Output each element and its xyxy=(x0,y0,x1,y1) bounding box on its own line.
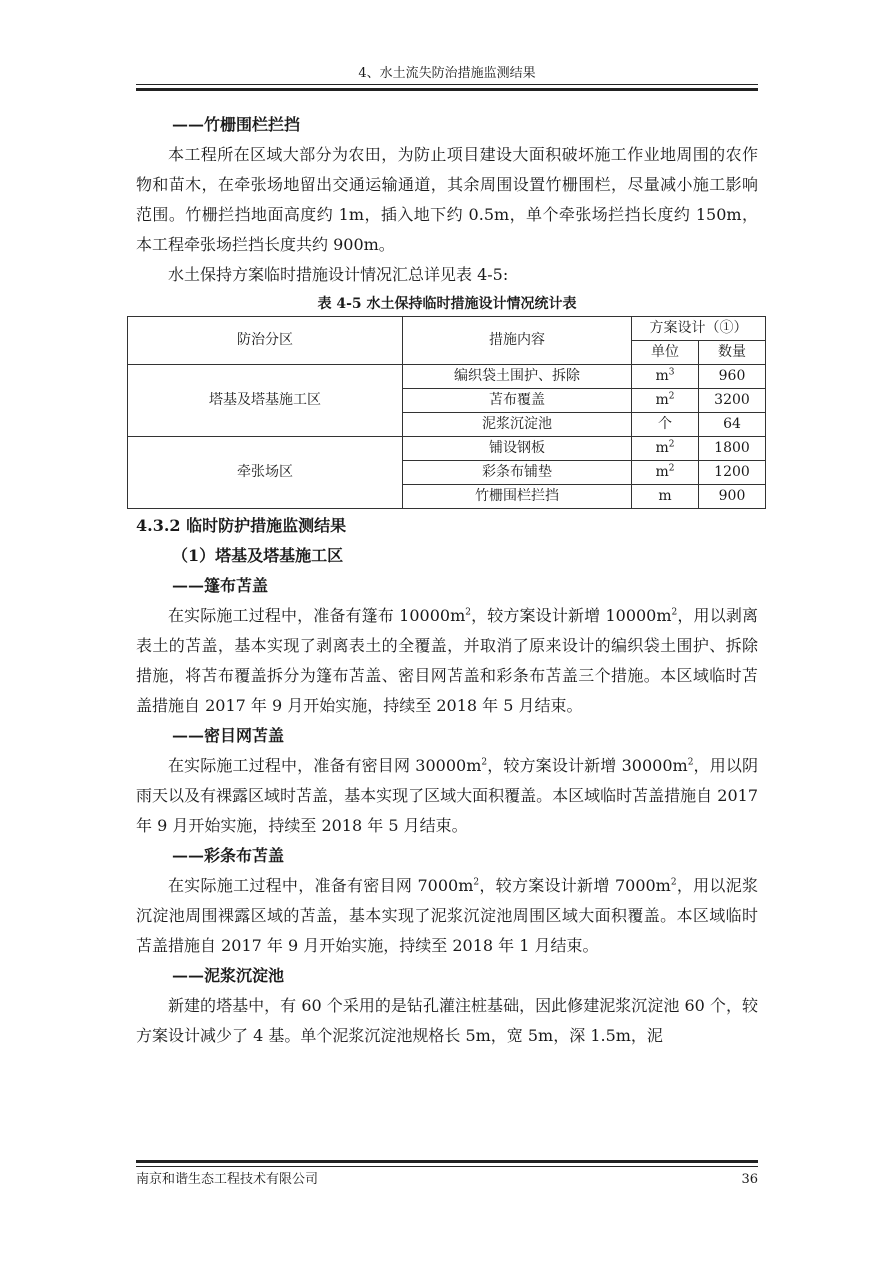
header-zone: 防治分区 xyxy=(128,317,403,365)
qty-cell: 900 xyxy=(699,485,766,509)
qty-cell: 64 xyxy=(699,413,766,437)
measure-cell: 竹栅围栏拦挡 xyxy=(403,485,632,509)
header-rule-thick xyxy=(136,88,758,91)
heading-mud-pond: ——泥浆沉淀池 xyxy=(172,966,285,985)
paragraph-table-intro: 水土保持方案临时措施设计情况汇总详见表 4-5: xyxy=(168,265,509,284)
table-header-row xyxy=(128,317,766,341)
qty-cell: 1800 xyxy=(699,437,766,461)
table-row xyxy=(128,365,766,389)
unit-cell: $m^3$ xyxy=(632,365,699,389)
footer-rule-thin xyxy=(136,1166,758,1167)
measure-cell: 泥浆沉淀池 xyxy=(403,413,632,437)
measure-cell: 苫布覆盖 xyxy=(403,389,632,413)
header-measure: 措施内容 xyxy=(403,317,632,365)
footer-rule-thick xyxy=(136,1160,758,1163)
heading-tarp-cover: ——篷布苫盖 xyxy=(172,576,269,595)
unit-cell: $m^2$ xyxy=(632,389,699,413)
page-number: 36 xyxy=(741,1172,758,1187)
paragraph-bamboo-fence: 本工程所在区域大部分为农田，为防止项目建设大面积破坏施工作业地周围的农作物和苗木，在牵张场地留出交通运输通道，其余周围设置竹栅围栏，尽量减小施工影响范围。竹栅拦挡地面高度约 1m，插入地下约 0.5m，单个牵张场拦挡长度约 150m，本工程牵张场拦挡长度共约 900m。 xyxy=(136,145,758,254)
paragraph-mud-pond: 新建的塔基中，有 60 个采用的是钻孔灌注桩基础，因此修建泥浆沉淀池 60 个，较方案设计减少了 4 基。单个泥浆沉淀池规格长 5m，宽 5m，深 1.5m，泥 xyxy=(136,996,758,1045)
table-row xyxy=(128,437,766,461)
measure-cell: 编织袋土围护、拆除 xyxy=(403,365,632,389)
unit-cell: $m^2$ xyxy=(632,461,699,485)
paragraph-mesh-cover: 在实际施工过程中，准备有密目网 $30000m^2$，较方案设计新增 $30000m^2$，用以阴雨天以及有裸露区域时苫盖，基本实现了区域大面积覆盖。本区域临时苫盖措施自 2017 年 9 月开始实施，持续至 2018 年 5 月结束。 xyxy=(136,756,758,835)
section-heading-4-3-2: 4.3.2 临时防护措施监测结果 xyxy=(136,516,347,535)
paragraph-tarp-cover: 在实际施工过程中，准备有篷布 $10000m^2$，较方案设计新增 $10000m^2$，用以剥离表土的苫盖，基本实现了剥离表土的全覆盖，并取消了原来设计的编织袋土围护、拆除措施，将苫布覆盖拆分为篷布苫盖、密目网苫盖和彩条布苫盖三个措施。本区域临时苫盖措施自 2017 年 9 月开始实施，持续至 2018 年 5 月结束。 xyxy=(136,606,758,715)
header-rule-thin xyxy=(136,84,758,85)
subsection-heading-tower: （1）塔基及塔基施工区 xyxy=(172,546,344,565)
unit-cell: m xyxy=(632,485,699,509)
header-unit: 单位 xyxy=(632,341,699,365)
unit-cell: $m^2$ xyxy=(632,437,699,461)
page-body xyxy=(136,110,758,1051)
measure-cell: 彩条布铺垫 xyxy=(403,461,632,485)
heading-stripe-cloth-cover: ——彩条布苫盖 xyxy=(172,846,285,865)
heading-mesh-cover: ——密目网苫盖 xyxy=(172,726,285,745)
zone-cell: 牵张场区 xyxy=(128,437,403,509)
measures-table xyxy=(127,316,766,509)
qty-cell: 3200 xyxy=(699,389,766,413)
qty-cell: 960 xyxy=(699,365,766,389)
qty-cell: 1200 xyxy=(699,461,766,485)
zone-cell: 塔基及塔基施工区 xyxy=(128,365,403,437)
paragraph-stripe-cloth-cover: 在实际施工过程中，准备有密目网 $7000m^2$，较方案设计新增 $7000m^2$，用以泥浆沉淀池周围裸露区域的苫盖，基本实现了泥浆沉淀池周围区域大面积覆盖。本区域临时苫盖措施自 2017 年 9 月开始实施，持续至 2018 年 1 月结束。 xyxy=(136,876,758,955)
running-header: 4、水土流失防治措施监测结果 xyxy=(358,66,536,81)
header-plan: 方案设计（①） xyxy=(632,317,766,341)
heading-bamboo-fence: ——竹栅围栏拦挡 xyxy=(172,115,301,134)
measure-cell: 铺设钢板 xyxy=(403,437,632,461)
footer-company: 南京和谐生态工程技术有限公司 xyxy=(136,1172,319,1187)
table-caption: 表 4-5 水土保持临时措施设计情况统计表 xyxy=(317,296,577,312)
unit-cell: 个 xyxy=(632,413,699,437)
header-qty: 数量 xyxy=(699,341,766,365)
